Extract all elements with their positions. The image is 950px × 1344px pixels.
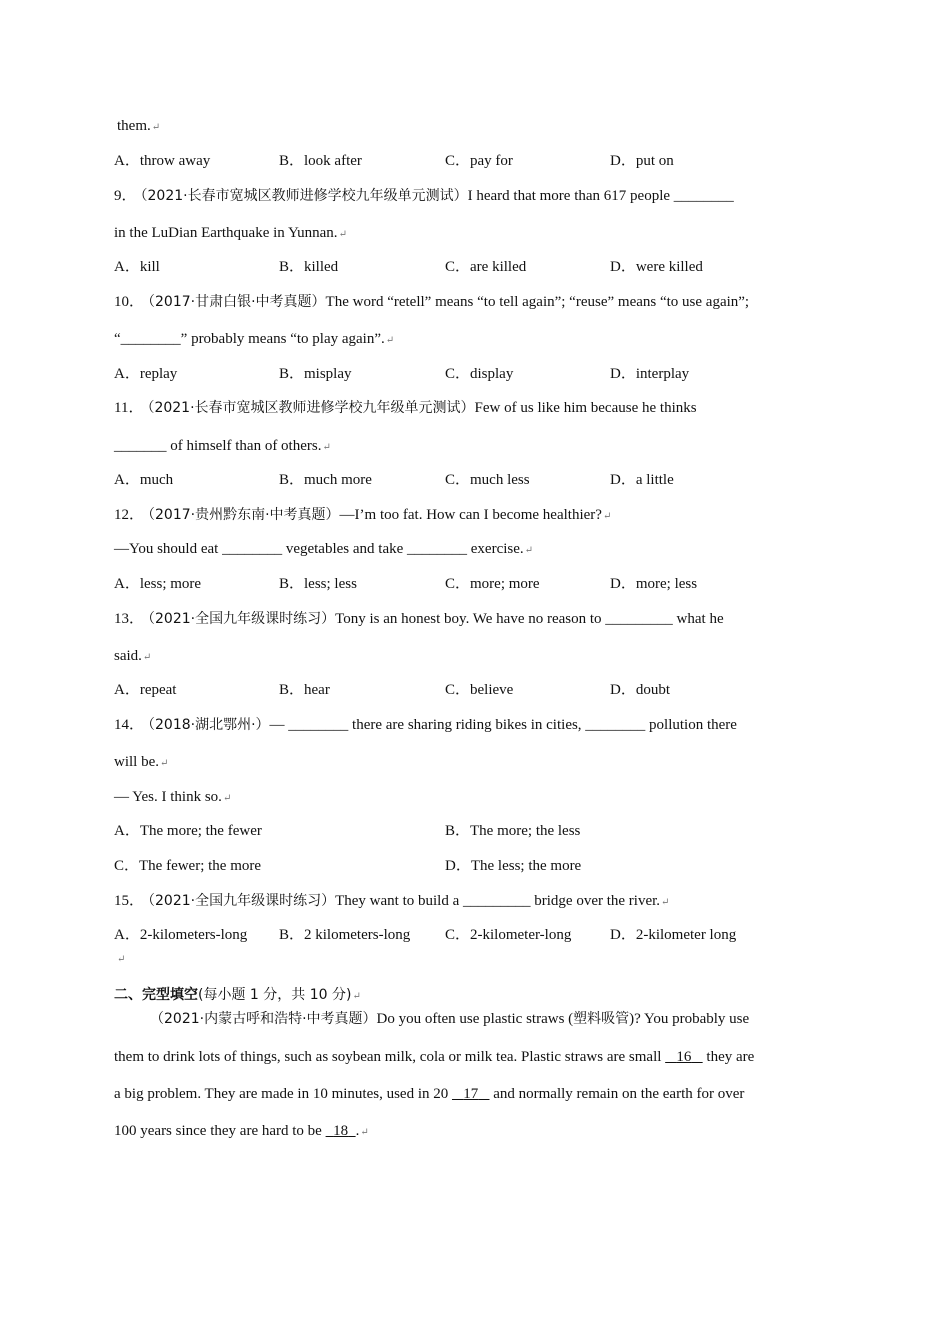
continuation-line: them.↵	[117, 118, 161, 134]
q10-stem	[114, 292, 749, 312]
q10-source: （2017·甘肃白银·中考真题）	[148, 294, 326, 310]
q13-source: （2021·全国九年级课时练习）	[148, 611, 336, 627]
q9-option-b: B．killed	[279, 259, 339, 275]
q15-option-b: B．2 kilometers-long	[279, 927, 411, 943]
q9-options	[114, 257, 874, 277]
blank-18: 18	[333, 1123, 349, 1139]
q13-number: 13．	[114, 611, 145, 627]
passage-line-1: （2021·内蒙古呼和浩特·中考真题）Do you often use plastic straws (塑料吸管)? You probably use	[150, 1011, 750, 1027]
q13-options	[114, 680, 874, 700]
q13-stem	[114, 609, 724, 629]
q14-option-d: D．The less; the more	[445, 858, 582, 874]
q11-option-b: B．much more	[279, 472, 372, 488]
q12-text: —I’m too fat. How can I become healthier?	[339, 507, 602, 523]
empty-paragraph-mark: ↵	[117, 954, 126, 965]
q11-option-d: D．a little	[610, 472, 674, 488]
q15-source: （2021·全国九年级课时练习）	[148, 893, 336, 909]
q10-option-b: B．misplay	[279, 366, 352, 382]
q12-option-c: C．more; more	[445, 576, 540, 592]
q10-text: The word “retell” means “to tell again”; “reuse” means “to use again”;	[325, 294, 750, 310]
q10-option-c: C．display	[445, 366, 514, 382]
q12-options	[114, 574, 874, 594]
q8-option-d: D．put on	[610, 153, 674, 169]
q10-option-a: A．replay	[114, 366, 178, 382]
q15-number: 15．	[114, 893, 145, 909]
q9-text: I heard that more than 617 people ________	[467, 188, 734, 204]
q9-source: （2021·长春市宽城区教师进修学校九年级单元测试）	[140, 188, 468, 204]
q14-reply: — Yes. I think so.↵	[114, 789, 232, 805]
q10-number: 10．	[114, 294, 145, 310]
passage-line-2: them to drink lots of things, such as soybean milk, cola or milk tea. Plastic straws are small 16 they are	[114, 1049, 755, 1065]
q15-text: They want to build a _________ bridge over the river.	[335, 893, 661, 909]
q8-options	[114, 151, 874, 171]
q9-stem	[114, 186, 734, 206]
q8-option-c: C．pay for	[445, 153, 513, 169]
q9-stem-cont: in the LuDian Earthquake in Yunnan.↵	[114, 225, 347, 241]
section2-note: (每小题 1 分，共 10 分)	[198, 987, 352, 1003]
q8-option-b: B．look after	[279, 153, 362, 169]
q15-option-c: C．2-kilometer-long	[445, 927, 572, 943]
q12-stem-cont: —You should eat ________ vegetables and take ________ exercise.↵	[114, 541, 534, 557]
q10-option-d: D．interplay	[610, 366, 690, 382]
blank-17: 17	[463, 1086, 479, 1102]
q14-number: 14．	[114, 717, 145, 733]
q15-options	[114, 925, 874, 945]
q13-option-c: C．believe	[445, 682, 514, 698]
q14-options-row1	[114, 821, 874, 841]
q13-text: Tony is an honest boy. We have no reason to _________ what he	[335, 611, 724, 627]
q14-option-c: C．The fewer; the more	[114, 858, 262, 874]
q13-option-d: D．doubt	[610, 682, 671, 698]
q11-options	[114, 470, 874, 490]
q13-stem-cont: said.↵	[114, 648, 152, 664]
q11-source: （2021·长春市宽城区教师进修学校九年级单元测试）	[147, 400, 475, 416]
q14-option-a: A．The more; the fewer	[114, 823, 262, 839]
q13-option-b: B．hear	[279, 682, 330, 698]
q9-number: 9．	[114, 188, 137, 204]
q13-option-a: A．repeat	[114, 682, 177, 698]
q11-option-c: C．much less	[445, 472, 530, 488]
q14-source: （2018·湖北鄂州·）	[148, 717, 270, 733]
section2-title: 二、完型填空	[114, 987, 198, 1003]
q12-source: （2017·贵州黔东南·中考真题）	[148, 507, 340, 523]
q14-option-b: B．The more; the less	[445, 823, 581, 839]
q12-option-b: B．less; less	[279, 576, 357, 592]
q11-stem-cont: _______ of himself than of others.↵	[114, 438, 331, 454]
q10-options	[114, 364, 874, 384]
q14-options-row2	[114, 856, 874, 876]
q12-option-a: A．less; more	[114, 576, 202, 592]
q9-option-c: C．are killed	[445, 259, 527, 275]
q11-text: Few of us like him because he thinks	[474, 400, 697, 416]
passage-source: （2021·内蒙古呼和浩特·中考真题）	[150, 1011, 377, 1027]
q11-number: 11．	[114, 400, 144, 416]
q14-stem-cont: will be.↵	[114, 754, 169, 770]
q14-text: — ________ there are sharing riding bikes in cities, ________ pollution there	[269, 717, 737, 733]
q15-option-d: D．2-kilometer long	[610, 927, 737, 943]
q11-option-a: A．much	[114, 472, 174, 488]
section2-heading: 二、完型填空(每小题 1 分，共 10 分)↵	[114, 987, 361, 1003]
q14-stem	[114, 715, 737, 735]
q8-option-a: A．throw away	[114, 153, 211, 169]
q15-option-a: A．2-kilometers-long	[114, 927, 248, 943]
q11-stem	[114, 398, 697, 418]
passage-line-4: 100 years since they are hard to be 18 .↵	[114, 1123, 369, 1139]
blank-16: 16	[676, 1049, 692, 1065]
q10-stem-cont: “________” probably means “to play again”.↵	[114, 331, 395, 347]
q15-stem: 15． （2021·全国九年级课时练习）They want to build a _________ bridge over the river.↵	[114, 893, 670, 909]
q12-number: 12．	[114, 507, 145, 523]
q12-stem: 12． （2017·贵州黔东南·中考真题）—I’m too fat. How can I become healthier?↵	[114, 507, 612, 523]
q9-option-d: D．were killed	[610, 259, 703, 275]
q12-option-d: D．more; less	[610, 576, 698, 592]
q9-option-a: A．kill	[114, 259, 160, 275]
passage-line-3: a big problem. They are made in 10 minutes, used in 20 17 and normally remain on the earth for over	[114, 1086, 745, 1102]
